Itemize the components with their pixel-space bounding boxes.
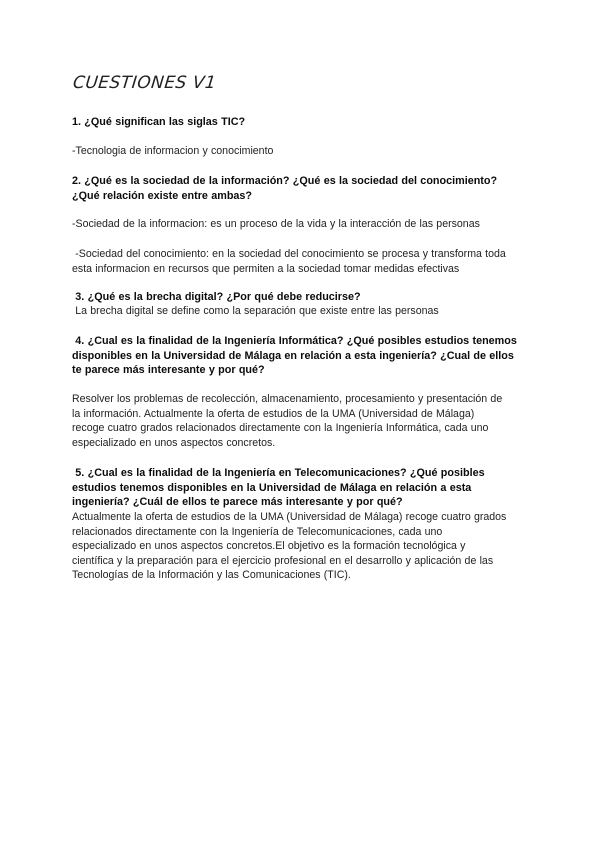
question-5-line-3: ingeniería? ¿Cuál de ellos te parece más interesante y por qué?	[72, 496, 403, 509]
question-5-line-2: estudios tenemos disponibles en la Universidad de Málaga en relación a esta	[72, 481, 472, 494]
answer-5-line-2: relacionados directamente con la Ingeniería de Telecomunicaciones, cada uno	[72, 525, 443, 538]
answer-4	[72, 392, 534, 450]
answer-2a	[72, 217, 534, 232]
question-2-line-1: 2. ¿Qué es la sociedad de la información? ¿Qué es la sociedad del conocimiento?	[72, 175, 498, 187]
answer-3-text: La brecha digital se define como la separación que existe entre las personas	[72, 305, 439, 317]
answer-1-text: -Tecnologia de informacion y conocimiento	[72, 145, 274, 157]
question-4-line-1: 4. ¿Cual es la finalidad de la Ingeniería Informática? ¿Qué posibles estudios tenemos	[72, 335, 517, 347]
answer-5-line-5: Tecnologías de la Información y las Comunicaciones (TIC).	[72, 569, 351, 582]
answer-5-line-1: Actualmente la oferta de estudios de la UMA (Universidad de Málaga) recoge cuatro grados	[72, 511, 507, 523]
answer-1	[72, 144, 534, 159]
question-5-line-1: 5. ¿Cual es la finalidad de la Ingeniería en Telecomunicaciones? ¿Qué posibles	[72, 467, 485, 479]
answer-2b	[72, 247, 534, 276]
answer-2b-line-2: esta informacion en recursos que permiten a la sociedad tomar medidas efectivas	[72, 262, 460, 275]
answer-5-line-4: científica y la preparación para el ejercicio profesional en el desarrollo y aplicación de las	[72, 554, 494, 567]
question-4	[72, 334, 534, 378]
answer-4-line-2: la información. Actualmente la oferta de estudios de la UMA (Universidad de Málaga)	[72, 407, 475, 420]
question-3	[72, 290, 534, 305]
question-3-text: 3. ¿Qué es la brecha digital? ¿Por qué debe reducirse?	[72, 291, 361, 303]
question-4-line-3: te parece más interesante y por qué?	[72, 364, 265, 377]
answer-2a-text: -Sociedad de la informacion: es un proceso de la vida y la interacción de las personas	[72, 218, 480, 230]
answer-3	[72, 304, 534, 319]
question-4-line-2: disponibles en la Universidad de Málaga en relación a esta ingeniería? ¿Cual de ellos	[72, 349, 514, 362]
answer-5-line-3: especializado en unos aspectos concretos.El objetivo es la formación tecnológica y	[72, 540, 466, 553]
document-title: CUESTIONES V1	[71, 73, 218, 93]
answer-4-line-4: especializado en unos aspectos concretos.	[72, 436, 276, 449]
answer-5	[72, 510, 534, 583]
answer-2b-line-1: -Sociedad del conocimiento: en la sociedad del conocimiento se procesa y transforma toda	[72, 248, 506, 260]
question-5	[72, 466, 534, 510]
question-1-text: 1. ¿Qué significan las siglas TIC?	[72, 116, 246, 128]
answer-4-line-1: Resolver los problemas de recolección, almacenamiento, procesamiento y presentación de	[72, 393, 503, 405]
question-1	[72, 115, 534, 130]
question-2	[72, 174, 534, 203]
answer-4-line-3: recoge cuatro grados relacionados directamente con la Ingeniería Informática, cada uno	[72, 422, 489, 435]
question-2-line-2: ¿Qué relación existe entre ambas?	[72, 189, 253, 202]
